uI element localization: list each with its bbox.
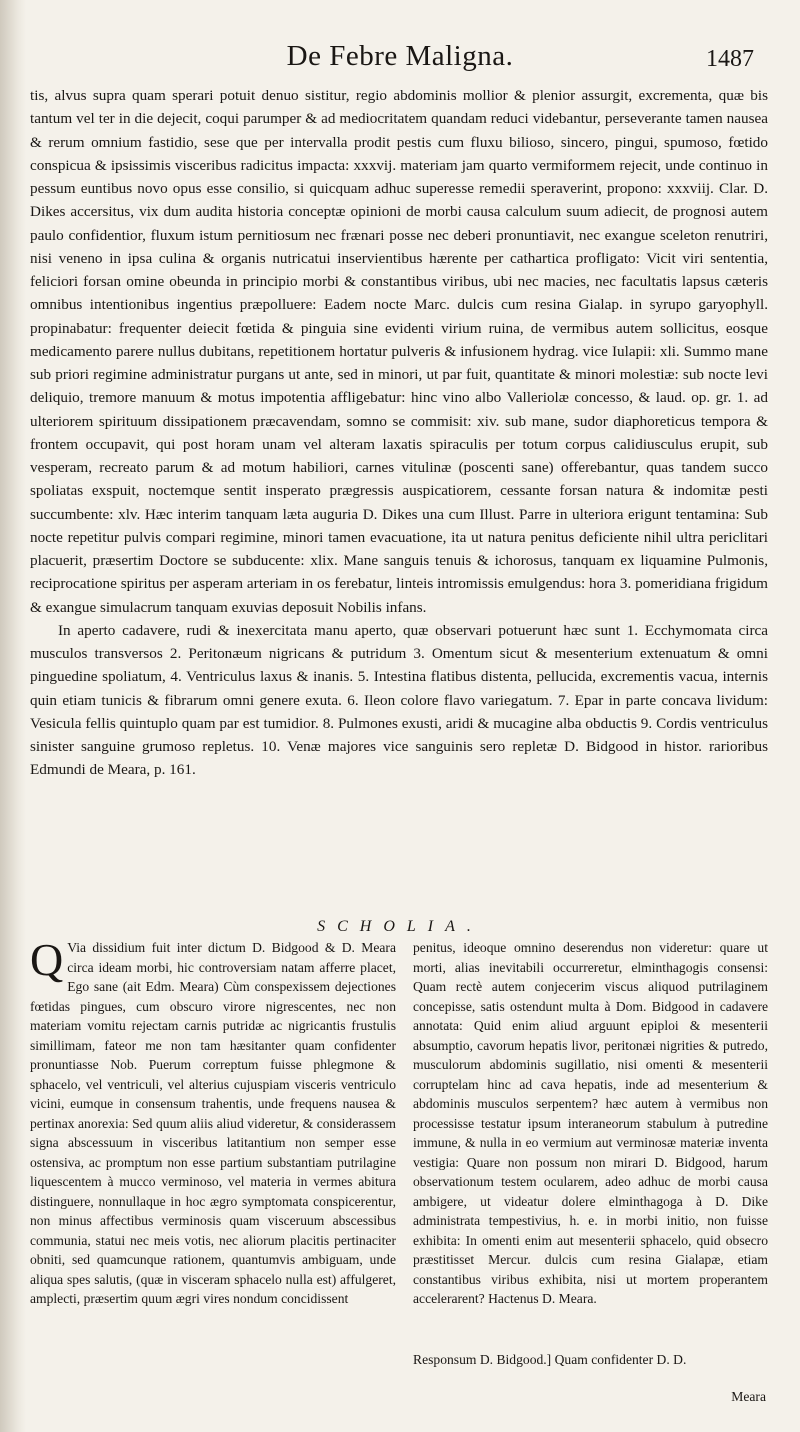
running-title: De Febre Maligna. xyxy=(286,40,514,72)
scholia-right-text: penitus, ideoque omnino deserendus non videretur: quare ut morti, alias inevitabili occurreretur, elminthagogis consensi: Quam rectè autem conjecerim viscus aliquod putrilaginem concepisse, satis ostendunt multa à Dom. Bidgood in cadavere annotata: Quid enim aliud arguunt epiploi & mesenterii absumptio, cavorum hepatis livor, peritonæi nigrities & putredo, musculorum abdominis sugillatio, nisi omenti & mesenterii corruptelam hinc ad cava hepatis, inde ad mesenterium & abdominis musculos serpentem? hæc autem à vermibus non processisse testatur ipsum interaneorum stabulum à putredine immune, & nulla in eo vermium aut verminosæ materiæ inventa vestigia: Quare non possum non mirari D. Bidgood, harum observationum testem ocularem, adeo adhuc de morbi causa ambigere, ut videatur dolere elminthagoga à D. Dike administrata tempestivius, h. e. in morbi initio, non fuisse exhibita: In omenti enim aut mesenterii sphacelo, quid obsecro præstitisset Mercur. dulcis cum resina Gialapæ, etiam constantibus viribus exhibita, nisi ut mortem properantem accelerarent? Hactenus D. Meara. xyxy=(413,940,768,1306)
catchword: Meara xyxy=(731,1389,766,1404)
main-text xyxy=(30,84,768,782)
page-header xyxy=(0,40,800,80)
scholia-left-column xyxy=(30,934,396,1309)
autopsy-paragraph: In aperto cadavere, rudi & inexercitata manu aperto, quæ observari potuerunt hæc sunt 1. Ecchymomata circa musculos transversos 2. Peritonæum nigricans & putridum 3. Omentum sicut & mesenterium extenuatum & omni pinguedine spoliatum, 4. Ventriculus laxus & inanis. 5. Intestina flatibus distenta, pellucida, excrementis vacua, internis quin etiam tunicis & fibrarum omni genere exuta. 6. Ileon colore flavo variegatum. 7. Epar in parte concava lividum: Vesicula fellis quintuplo quam par est tumidior. 8. Pulmones exusti, aridi & mucagine alba obductis 9. Cordis ventriculus sinister sanguine grumoso repletus. 10. Venæ majores vice sanguinis sero repletæ D. Bidgood in histor. rarioribus Edmundi de Meara, p. 161. xyxy=(30,621,768,779)
scholia-right-column xyxy=(413,938,768,1309)
scholia-heading: SCHOLIA. xyxy=(317,918,483,935)
case-history-paragraph: tis, alvus supra quam sperari potuit denuo sistitur, regio abdominis mollior & plenior assurgit, excrementa, quæ bis tantum vel ter in die dejecit, coqui parumper & ad mediocritatem quandam reduci videbantur, perseverante tamen nausea & rerum omnium fastidio, sese que per intervalla prodit pestis cum fluxu bilioso, sincero, pingui, spumoso, fœtido conspicua & ipsissimis visceribus radicitus impacta: xxxvij. materiam jam quarto vermiformem rejecit, unde continuo in pessum euntibus novo opus esse consilio, si quicquam adhuc superesse remedii speraverint, propono: xxxviij. Clar. D. Dikes accersitus, vix dum audita historia conceptæ opinioni de morbi causa calculum suum adiecit, de prognosi autem paulo confidentior, fluxum istum pernitiosum nec frænari posse nec deberi pronuntiavit, nec exangue sceleton renutriri, nisi veneno in ipsa culina & organis nutricatui inservientibus hærente per cathartica profligato: Vicit viri sententia, feliciori forsan omine obeunda in principio morbi & constantibus viribus, ubi nec macies, nec facultatis lapsus cæteris omnibus intentionibus ingentius præpolluere: Eadem nocte Marc. dulcis cum resina Gialap. in syrupo garyophyll. propinabatur: frequenter deiecit fœtida & pinguia sine evidenti virium ruina, de vermibus autem sollicitus, eosque medicamento parere nullus dubitans, repetitionem hortatur pulveris & infusionem hydrag. vice Iulapii: xli. Summo mane sub priori regimine administratur purgans ut ante, sed in minori, ut par fuit, quantitate & minori molestiæ: sub nocte levi deliquio, tremore manuum & motus impotentia affligebatur: hinc vino albo Valleriolæ concesso, & laud. op. gr. 1. ad ulteriorem spirituum dissipationem præcavendam, somno se commisit: xiv. sub mane, sudor diaphoreticus tempora & frontem occupavit, qui post horam unam vel alteram laxatis spiraculis per totum corpus calidiusculus erupit, sub vesperam, recreato parum & ad motum habiliori, carnes vitulinæ (poscenti sane) offerebantur, quas tandem succo spoliatas exspuit, noctemque sentit insperato prægressis auspicatiorem, cessante forsan natura & indomitæ pesti succumbente: xlv. Hæc interim tanquam læta auguria D. Dikes una cum Illust. Parre in ulteriora erigunt tentamina: Sub nocte repetitur pulvis compari regimine, minori tamen evacuatione, ita ut natura penitus deficiente nihil ultra periclitari placuerit, præsertim Doctore se subducente: xlix. Mane sanguis tenuis & ichorosus, tanquam ex liquamine Pulmonis, reciprocatione spiritus per asperam arteriam in os ferebatur, linteis intromissis emulgendus: hora 3. pomeridiana frigidum & exangue simulacrum tanquam exuvias deposuit Nobilis infans. xyxy=(30,87,768,616)
response-line: Responsum D. Bidgood.] Quam confidenter D. D. xyxy=(413,1352,687,1367)
drop-cap: Q xyxy=(30,934,64,985)
page-number: 1487 xyxy=(706,46,754,72)
page-gutter-shadow xyxy=(0,0,26,1432)
scholia-left-text: Via dissidium fuit inter dictum D. Bidgood & D. Meara circa ideam morbi, hic controversiam natam afferre placet, Ego sane (ait Edm. Meara) Cùm conspexissem dejectiones fœtidas pingues, cum obscuro virore nigrescentes, nec non materiam vomitu rejectam carnis putridæ ac nigricantis frustulis simillimam, fateor me non tam hæsitanter quam confidenter pronuntiasse Nob. Puerum correptum fuisse phlegmone & sphacelo, vel ventriculi, vel alterius cujuspiam visceris ventriculo vicini, eumque in consensum trahentis, unde frequens nausea & pertinax anorexia: Sed quum aliis aliud videretur, & considerassem signa abscessuum in visceribus latitantium non semper esse ostensiva, ac promptum non esse partium substantiam putrilagine liquescentem à mucco verminoso, vel materia in vermes abitura distinguere, nonnullaque in hoc ægro symptomata conspicerentur, non minus affectibus verminosis quam visceruum abscessibus communia, statui nec meis votis, nec aliorum placitis pertinaciter obniti, sed quamcunque rationem, quantumvis ambiguam, unde aliqua spes salutis, (quæ in visceram sphacelo nulla est) affulgeret, amplecti, præsertim quum ægri vires nondum concidissent xyxy=(30,940,396,1306)
scholia-columns xyxy=(30,934,768,1418)
